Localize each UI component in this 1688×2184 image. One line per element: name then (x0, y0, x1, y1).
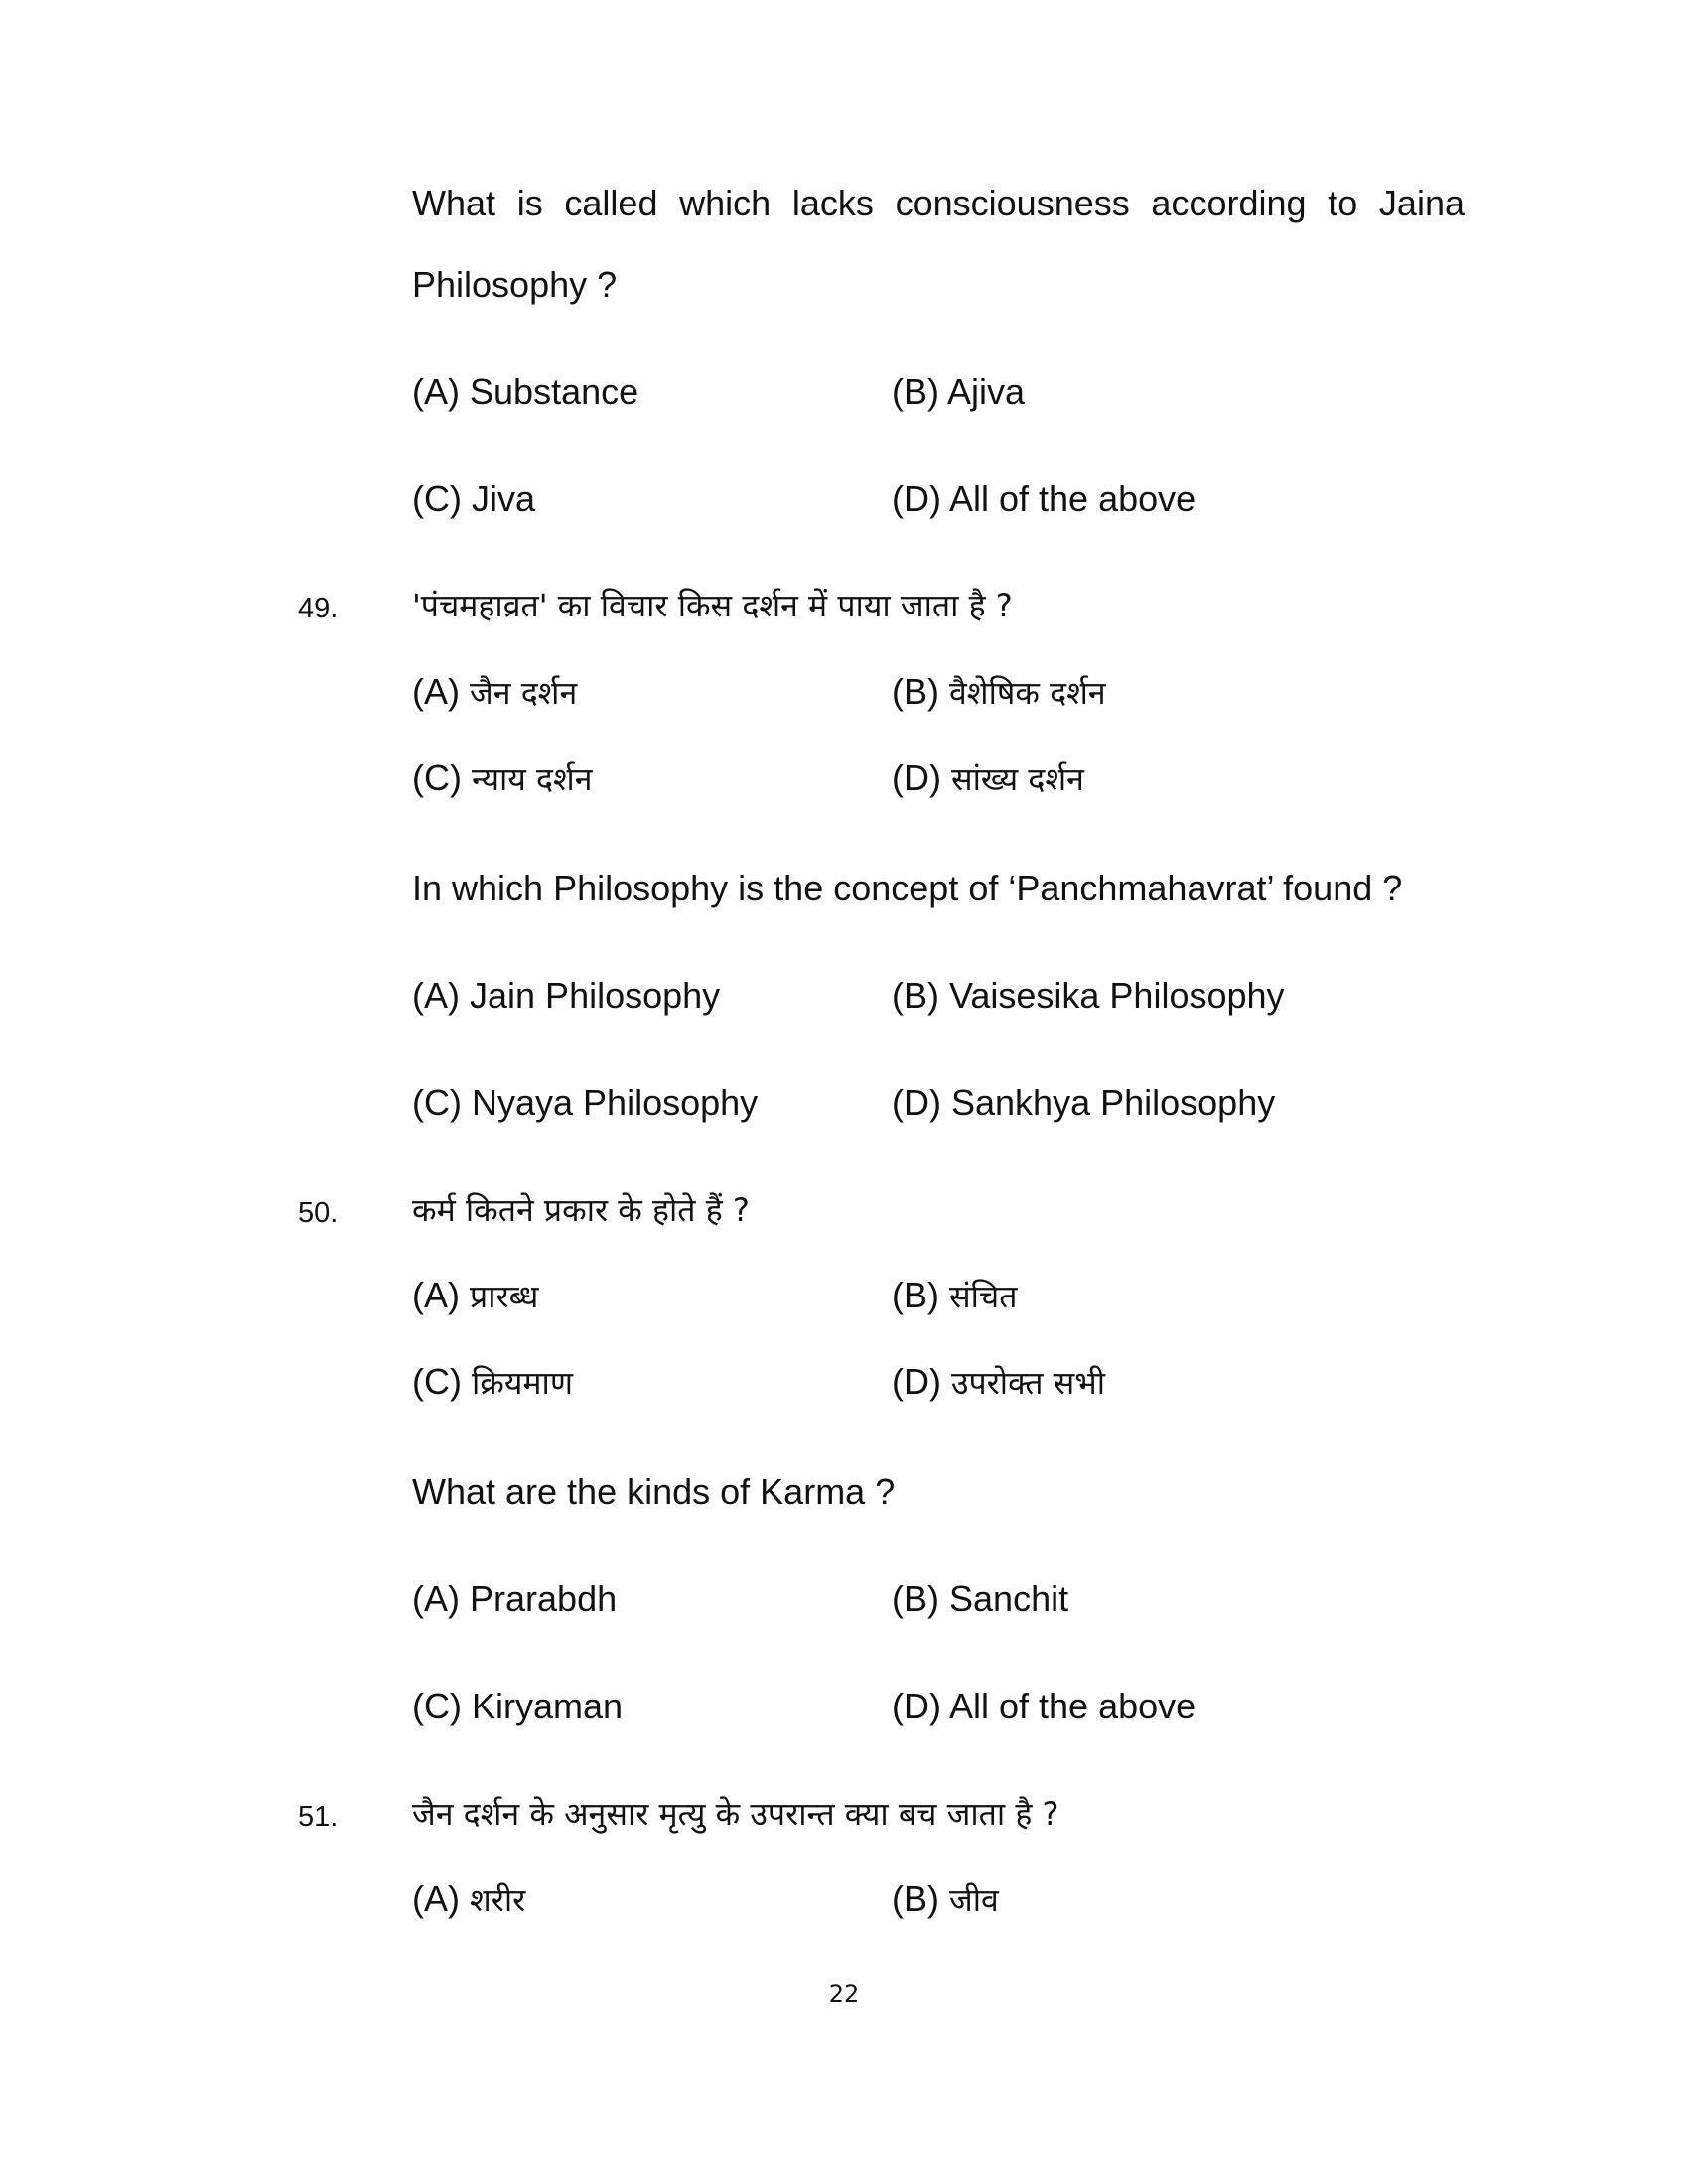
q49-question-hindi: 'पंचमहाव्रत' का विचार किस दर्शन में पाया जाता है ? (412, 587, 1013, 624)
option-text: वैशेषिक दर्शन (949, 674, 1106, 712)
q49-english-option-b (892, 974, 1285, 1018)
option-label: (A) (412, 975, 460, 1016)
option-label: (B) (892, 671, 939, 712)
q49-hindi-option-c (412, 756, 593, 801)
option-text: Substance (470, 371, 639, 412)
option-label: (C) (412, 1686, 462, 1726)
q50-hindi-option-b (892, 1274, 1018, 1318)
option-label: (D) (892, 478, 941, 519)
q48-question-line2: Philosophy ? (412, 264, 618, 305)
option-text: क्रियमाण (472, 1364, 573, 1402)
option-label: (A) (412, 671, 460, 712)
option-label: (D) (892, 1686, 941, 1726)
q49-number: 49. (298, 593, 339, 624)
q51-hindi-option-b (892, 1877, 999, 1922)
q49-english-option-d (892, 1081, 1275, 1125)
q48-question-line1: What is called which lacks consciousness according to Jaina (412, 183, 1465, 223)
option-label: (B) (892, 1275, 939, 1315)
q50-question-english: What are the kinds of Karma ? (412, 1471, 896, 1512)
option-text: Kiryaman (472, 1686, 624, 1726)
option-text: Jiva (472, 478, 536, 519)
q50-english-option-c (412, 1685, 623, 1728)
q48-option-d (892, 478, 1196, 521)
q50-question-hindi: कर्म कितने प्रकार के होते हैं ? (412, 1191, 750, 1229)
option-text: जीव (949, 1881, 999, 1919)
option-text: प्रारब्ध (470, 1278, 539, 1315)
option-text: Sanchit (949, 1578, 1069, 1619)
q48-option-b (892, 370, 1025, 414)
option-text: शरीर (470, 1881, 526, 1919)
option-label: (C) (412, 478, 462, 519)
option-text: Jain Philosophy (470, 975, 721, 1016)
q50-english-option-d (892, 1685, 1196, 1728)
option-label: (A) (412, 1878, 460, 1919)
option-label: (D) (892, 1082, 941, 1123)
q49-english-option-c (412, 1081, 758, 1125)
option-label: (C) (412, 757, 462, 798)
q51-question-hindi: जैन दर्शन के अनुसार मृत्यु के उपरान्त क्या बच जाता है ? (412, 1795, 1059, 1833)
option-text: उपरोक्त सभी (951, 1364, 1106, 1402)
option-text: Sankhya Philosophy (951, 1082, 1276, 1123)
q49-question-english: In which Philosophy is the concept of ‘Panchmahavrat’ found ? (412, 868, 1403, 908)
option-label: (B) (892, 975, 939, 1016)
page-number: 22 (828, 1980, 860, 2008)
q50-hindi-option-c (412, 1360, 573, 1405)
option-label: (D) (892, 757, 941, 798)
option-text: न्याय दर्शन (472, 760, 593, 798)
q48-option-c (412, 478, 535, 521)
option-text: Ajiva (947, 371, 1026, 412)
q49-hindi-option-d (892, 756, 1084, 801)
option-label: (A) (412, 371, 460, 412)
q50-english-option-a (412, 1577, 617, 1621)
option-text: संचित (949, 1278, 1018, 1315)
option-label: (D) (892, 1361, 941, 1402)
option-label: (A) (412, 1578, 460, 1619)
q51-number: 51. (298, 1801, 339, 1833)
option-label: (C) (412, 1082, 462, 1123)
q50-english-option-b (892, 1577, 1068, 1621)
option-text: सांख्य दर्शन (951, 760, 1084, 798)
option-text: Vaisesika Philosophy (949, 975, 1285, 1016)
q48-option-a (412, 370, 638, 414)
option-text: All of the above (949, 1686, 1196, 1726)
q49-hindi-option-b (892, 670, 1106, 715)
q50-number: 50. (298, 1197, 339, 1229)
option-text: जैन दर्शन (470, 674, 578, 712)
option-label: (B) (892, 1578, 939, 1619)
q50-hindi-option-d (892, 1360, 1105, 1405)
option-label: (B) (892, 1878, 939, 1919)
q49-english-option-a (412, 974, 720, 1018)
option-label: (A) (412, 1275, 460, 1315)
q49-hindi-option-a (412, 670, 577, 715)
q51-hindi-option-a (412, 1877, 525, 1922)
q50-hindi-option-a (412, 1274, 538, 1318)
option-label: (B) (892, 371, 939, 412)
option-text: Prarabdh (470, 1578, 618, 1619)
option-label: (C) (412, 1361, 462, 1402)
option-text: Nyaya Philosophy (472, 1082, 759, 1123)
option-text: All of the above (949, 478, 1196, 519)
